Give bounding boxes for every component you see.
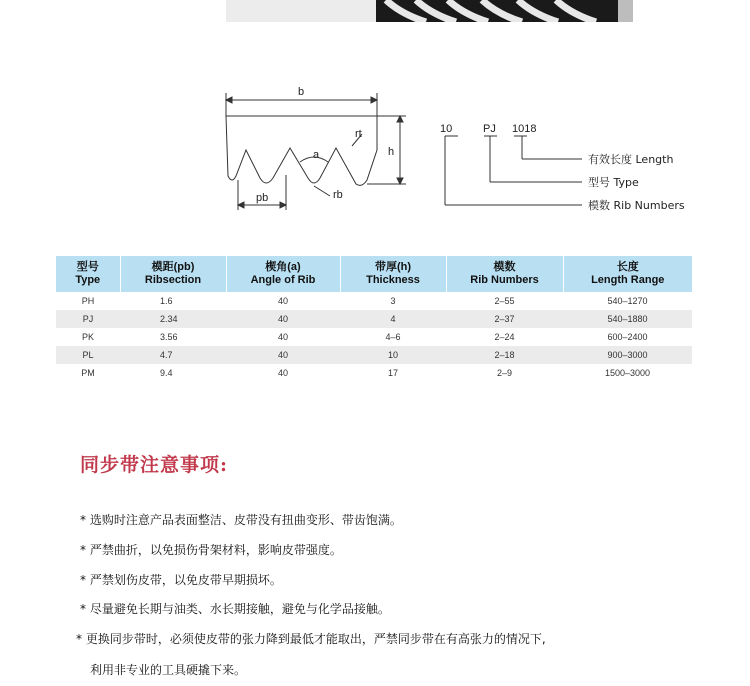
cell-rib-numbers: 2–24 bbox=[446, 328, 563, 346]
header-angle: 楔角(a) Angle of Rib bbox=[226, 256, 340, 292]
table-row bbox=[56, 328, 692, 346]
code-type: PJ bbox=[483, 123, 496, 135]
cell-thickness: 10 bbox=[340, 346, 446, 364]
header-thickness: 带厚(h) Thickness bbox=[340, 256, 446, 292]
note-item: * 严禁曲折，以免损伤骨架材料，影响皮带强度。 bbox=[80, 543, 342, 557]
table-row bbox=[56, 346, 692, 364]
cell-ribsection: 9.4 bbox=[120, 364, 226, 382]
spec-table bbox=[56, 256, 692, 382]
table-row bbox=[56, 310, 692, 328]
table-header-row bbox=[56, 256, 692, 292]
cell-ribsection: 2.34 bbox=[120, 310, 226, 328]
code-length: 1018 bbox=[512, 123, 537, 135]
code-ribs: 10 bbox=[440, 123, 453, 135]
header-length-range: 长度 Length Range bbox=[563, 256, 692, 292]
cell-rib-numbers: 2–55 bbox=[446, 292, 563, 310]
note-item: * 尽量避免长期与油类、水长期接触，避免与化学品接触。 bbox=[80, 602, 390, 616]
header-rib-numbers: 模数 Rib Numbers bbox=[446, 256, 563, 292]
dim-b-label: b bbox=[298, 86, 305, 98]
cell-angle: 40 bbox=[226, 346, 340, 364]
cell-length-range: 540–1270 bbox=[563, 292, 692, 310]
cell-rib-numbers: 2–9 bbox=[446, 364, 563, 382]
cell-type: PM bbox=[56, 364, 120, 382]
cell-angle: 40 bbox=[226, 328, 340, 346]
cell-type: PJ bbox=[56, 310, 120, 328]
cell-length-range: 900–3000 bbox=[563, 346, 692, 364]
dim-pb-label: pb bbox=[256, 192, 269, 204]
dim-h-label: h bbox=[388, 146, 395, 158]
legend-length: 有效长度 Length bbox=[588, 153, 674, 166]
cell-thickness: 17 bbox=[340, 364, 446, 382]
note-item: * 选购时注意产品表面整洁、皮带没有扭曲变形、带齿饱满。 bbox=[80, 513, 402, 527]
cell-type: PL bbox=[56, 346, 120, 364]
cell-angle: 40 bbox=[226, 364, 340, 382]
cell-angle: 40 bbox=[226, 310, 340, 328]
cell-rib-numbers: 2–37 bbox=[446, 310, 563, 328]
notes-heading: 同步带注意事项: bbox=[80, 454, 229, 476]
note-item-continued: 利用非专业的工具硬撬下来。 bbox=[90, 663, 247, 677]
table-row bbox=[56, 292, 692, 310]
cell-type: PH bbox=[56, 292, 120, 310]
cell-thickness: 4 bbox=[340, 310, 446, 328]
cell-length-range: 540–1880 bbox=[563, 310, 692, 328]
note-item: * 严禁划伤皮带，以免皮带早期损坏。 bbox=[80, 573, 282, 587]
dim-rb-label: rb bbox=[333, 189, 343, 201]
rib-profile-diagram bbox=[0, 0, 750, 240]
legend-rib-numbers: 模数 Rib Numbers bbox=[588, 199, 685, 212]
cell-ribsection: 1.6 bbox=[120, 292, 226, 310]
cell-thickness: 4–6 bbox=[340, 328, 446, 346]
cell-length-range: 600–2400 bbox=[563, 328, 692, 346]
dim-rt-label: rt bbox=[355, 128, 362, 140]
cell-length-range: 1500–3000 bbox=[563, 364, 692, 382]
cell-angle: 40 bbox=[226, 292, 340, 310]
cell-ribsection: 4.7 bbox=[120, 346, 226, 364]
cell-rib-numbers: 2–18 bbox=[446, 346, 563, 364]
cell-ribsection: 3.56 bbox=[120, 328, 226, 346]
dim-a-label: a bbox=[313, 149, 320, 161]
table-row bbox=[56, 364, 692, 382]
cell-thickness: 3 bbox=[340, 292, 446, 310]
note-item: * 更换同步带时，必须使皮带的张力降到最低才能取出，严禁同步带在有高张力的情况下, bbox=[76, 632, 546, 646]
legend-type: 型号 Type bbox=[588, 176, 639, 189]
cell-type: PK bbox=[56, 328, 120, 346]
header-ribsection: 模距(pb) Ribsection bbox=[120, 256, 226, 292]
header-type: 型号 Type bbox=[56, 256, 120, 292]
